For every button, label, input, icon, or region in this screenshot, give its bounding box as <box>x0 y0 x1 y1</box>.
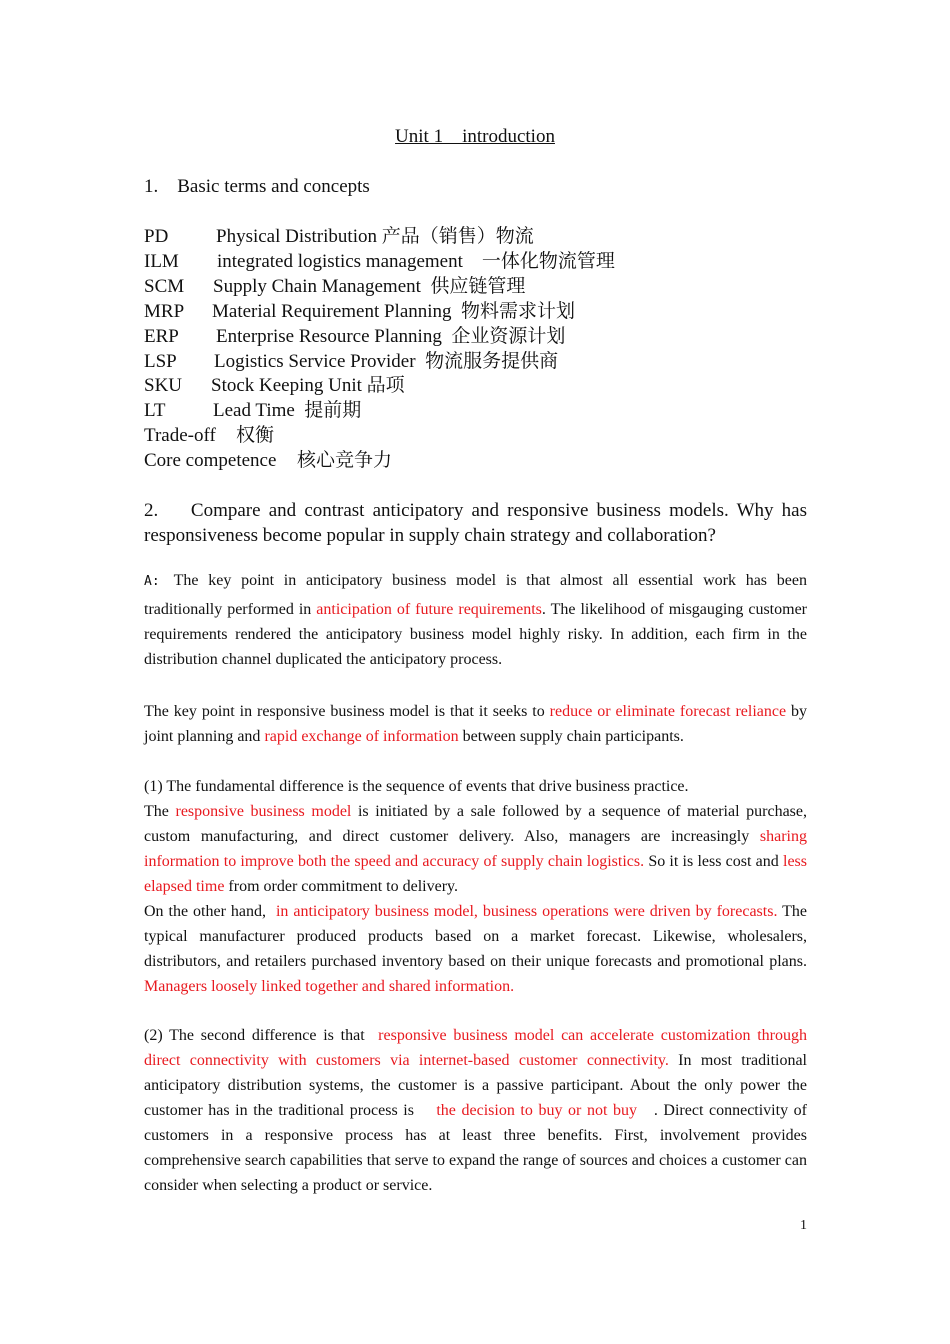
highlight-text: in anticipatory business model, business operations were driven by forecasts. <box>275 903 778 920</box>
term-row <box>144 399 615 424</box>
para-text: traditionally performed in <box>144 601 317 618</box>
para-text: (2) The second difference is that <box>144 1027 379 1044</box>
term-row <box>144 225 615 250</box>
section-heading-1: 1. Basic terms and concepts <box>144 176 370 197</box>
term-text: 核心竞争力 <box>297 450 393 472</box>
term-abbr: MRP <box>144 300 185 322</box>
page-title <box>0 126 950 148</box>
para-text: from order commitment to delivery. <box>224 878 458 895</box>
answer-label: A: <box>144 574 160 589</box>
para-text: In most traditional anticipatory distribution systems, the customer is a passive participant. About the only power the customer has in the traditional process is <box>144 1052 812 1119</box>
term-abbr: LSP <box>144 350 177 372</box>
term-text: integrated logistics management 一体化物流管理 <box>217 250 615 272</box>
para-text: The key point in anticipatory business model is that almost all essential work has been <box>173 572 807 589</box>
para-text: The <box>144 803 176 820</box>
term-row <box>144 374 615 399</box>
term-row <box>144 300 615 325</box>
answer-paragraph-3 <box>144 774 807 999</box>
term-text: Enterprise Resource Planning 企业资源计划 <box>216 325 566 347</box>
term-row <box>144 250 615 275</box>
term-row <box>144 350 615 375</box>
term-row <box>144 325 615 350</box>
highlight-text: responsive business model <box>175 803 352 820</box>
term-row <box>144 449 615 474</box>
term-abbr: SKU <box>144 375 183 397</box>
para-block <box>144 899 807 999</box>
term-abbr: LT <box>144 400 166 422</box>
para-line: (1) The fundamental difference is the sequence of events that drive business practice. <box>144 778 689 795</box>
para-text: between supply chain participants. <box>458 728 684 745</box>
highlight-text: less elapsed time <box>144 853 807 895</box>
highlight-text: the decision to buy or not buy <box>436 1102 638 1119</box>
para-text: The key point in responsive business model is that it seeks to <box>144 703 550 720</box>
term-text: Material Requirement Planning 物料需求计划 <box>212 300 576 322</box>
terms-list <box>144 225 615 474</box>
para-text: by joint planning and <box>144 703 808 745</box>
answer-paragraph-4 <box>144 1023 812 1198</box>
answer-paragraph-2 <box>144 699 807 749</box>
para-text: . The likelihood of misgauging customer requirements rendered the anticipatory business model highly risky. In addition, each firm in the distribution channel duplicated the anticipatory process. <box>144 601 808 668</box>
page-number: 1 <box>800 1218 807 1233</box>
page-title-text: Unit 1 introduction <box>395 126 555 147</box>
term-text: Supply Chain Management 供应链管理 <box>213 275 526 297</box>
term-row <box>144 424 615 449</box>
para-text: The typical manufacturer produced products based on a market forecast. Likewise, wholesalers, distributors, and retailers purchased inventory based on their unique forecasts and promotional plans. <box>144 903 808 970</box>
answer-paragraph-1 <box>144 563 807 672</box>
term-text: Stock Keeping Unit 品项 <box>211 375 405 397</box>
highlight-text: rapid exchange of information <box>264 728 459 745</box>
term-text: Physical Distribution 产品（销售）物流 <box>216 226 534 247</box>
para-block <box>144 799 807 899</box>
term-text: 权衡 <box>236 425 275 447</box>
term-abbr: ERP <box>144 325 179 347</box>
term-abbr: ILM <box>144 250 179 272</box>
term-abbr: SCM <box>144 275 185 297</box>
para-text: On the other hand, <box>144 903 276 920</box>
para-text: So it is less cost and <box>644 853 783 870</box>
highlight-text: responsive business model can accelerate customization through direct connectivity with customers via internet-based customer connectivity. <box>144 1027 808 1069</box>
question-2: 2. Compare and contrast anticipatory and responsive business models. Why has responsiveness become popular in supply chain strategy and collaboration? <box>144 500 812 546</box>
highlight-text: anticipation of future requirements <box>316 601 542 618</box>
highlight-text: Managers loosely linked together and shared information. <box>144 978 515 995</box>
para-text: . Direct connectivity of customers in a responsive process has at least three benefits. First, involvement provides comprehensive search capabilities that serve to expand the range of sources and choices a customer can consider when selecting a product or service. <box>144 1102 812 1194</box>
answer-rest <box>144 597 807 672</box>
highlight-text: sharing information to improve both the speed and accuracy of supply chain logistics. <box>144 828 807 870</box>
term-row <box>144 275 615 300</box>
term-abbr: PD <box>144 226 169 247</box>
term-text: Logistics Service Provider 物流服务提供商 <box>214 350 559 372</box>
term-abbr: Core competence <box>144 450 277 472</box>
term-abbr: Trade-off <box>144 425 216 447</box>
para-text: is initiated by a sale followed by a sequence of material purchase, custom manufacturing, and direct customer delivery. Also, managers are increasingly <box>144 803 808 845</box>
answer-first-line <box>144 563 807 599</box>
highlight-text: reduce or eliminate forecast reliance <box>549 703 787 720</box>
term-text: Lead Time 提前期 <box>213 400 362 422</box>
